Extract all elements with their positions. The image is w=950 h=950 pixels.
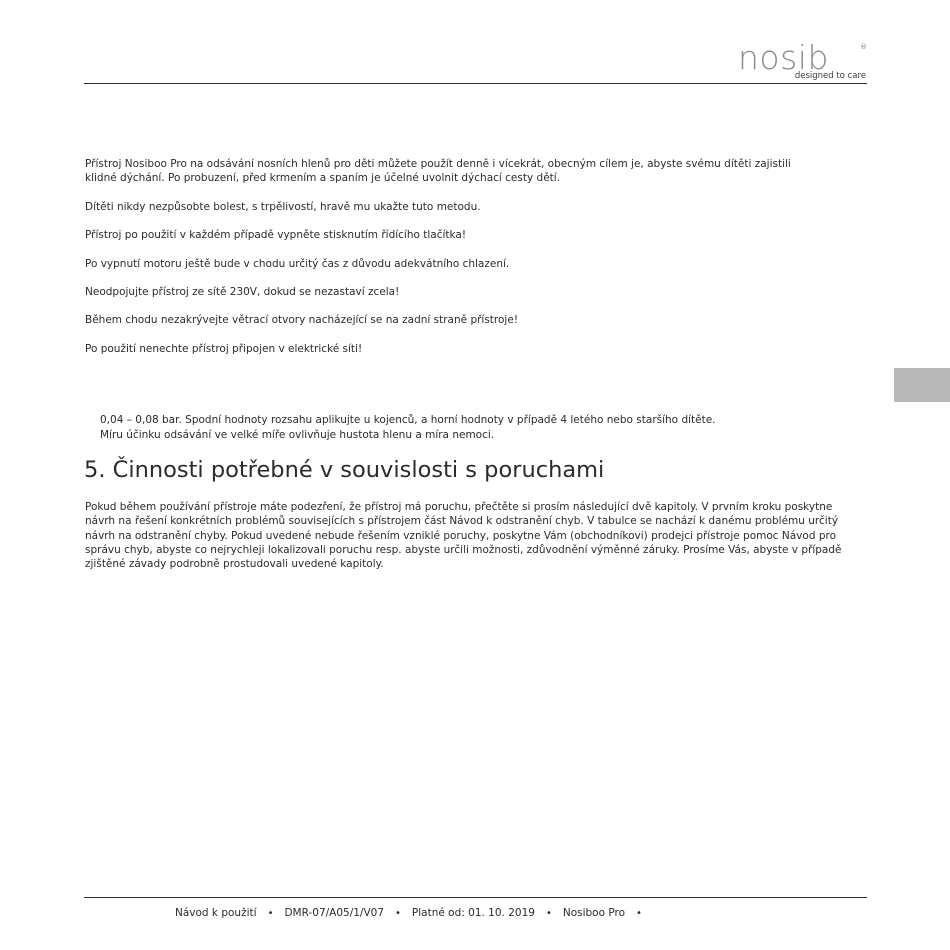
intro-line-6: Neodpojujte přístroj ze sítě 230V, dokud se nezastaví zcela! bbox=[85, 286, 400, 298]
intro-line-3: Dítěti nikdy nezpůsobte bolest, s trpělivostí, hravě mu ukažte tuto metodu. bbox=[85, 201, 481, 213]
footer-separator: • bbox=[267, 908, 274, 919]
logo-wordmark: nosib bbox=[738, 38, 829, 77]
range-note-line-2: Míru účinku odsávání ve velké míře ovlivňuje hustota hlenu a míra nemoci. bbox=[100, 429, 495, 441]
footer-doc-code: DMR-07/A05/1/V07 bbox=[284, 907, 385, 919]
footer-divider bbox=[84, 897, 867, 898]
intro-line-5: Po vypnutí motoru ještě bude v chodu určitý čas z důvodu adekvátního chlazení. bbox=[85, 258, 510, 270]
range-note-line-1: 0,04 – 0,08 bar. Spodní hodnoty rozsahu aplikujte u kojenců, a horní hodnoty v případě 4 letého nebo staršího dítěte. bbox=[100, 414, 716, 426]
intro-line-2: klidné dýchání. Po probuzení, před krmením a spaním je účelné uvolnit dýchací cesty dětí. bbox=[85, 172, 561, 184]
intro-line-1: Přístroj Nosiboo Pro na odsávání nosních hlenů pro děti můžete použít denně i vícekrát, obecným cílem je, abyste svému dítěti zajistili bbox=[85, 158, 791, 170]
section-body: Pokud během používání přístroje máte podezření, že přístroj má poruchu, přečtěte si prosím následující dvě kapitoly. V prvním kroku poskytne návrh na řešení konkrétních problémů souvisejících s přístrojem část Návod k odstranění chyb. V tabulce se nachází k danému problému určitý návrh na odstranění chyby. Pokud uvedené nebude řešením vzniklé poruchy, poskytne Vám (obchodníkovi) prodejci přístroje pomoc Návod pro správu chyb, abyste co nejrychleji lokalizovali poruchu resp. abyste určili možnosti, zdůvodnění výměnné záruky. Prosíme Vás, abyste v případě zjištěné závady podrobně prostudovali uvedené kapitoly. bbox=[85, 501, 842, 571]
page-footer bbox=[175, 906, 653, 921]
footer-separator: • bbox=[545, 908, 552, 919]
footer-separator: • bbox=[636, 908, 642, 919]
footer-valid-from: Platné od: 01. 10. 2019 bbox=[411, 907, 535, 919]
registered-mark: ® bbox=[860, 43, 867, 51]
page-side-tab bbox=[894, 368, 950, 402]
intro-line-4: Přístroj po použití v každém případě vypněte stisknutím řídícího tlačítka! bbox=[85, 229, 467, 241]
footer-separator: • bbox=[395, 908, 401, 919]
section-heading: 5. Činnosti potřebné v souvislosti s poruchami bbox=[84, 457, 605, 483]
intro-line-8: Po použití nenechte přístroj připojen v elektrické síti! bbox=[85, 343, 363, 355]
logo-tagline: designed to care bbox=[794, 71, 866, 81]
footer-doc-type: Návod k použití bbox=[175, 907, 257, 919]
footer-product: Nosiboo Pro bbox=[562, 907, 626, 919]
brand-logo bbox=[738, 40, 870, 84]
intro-line-7: Během chodu nezakrývejte větrací otvory nacházející se na zadní straně přístroje! bbox=[85, 314, 519, 326]
header-divider bbox=[84, 83, 867, 84]
